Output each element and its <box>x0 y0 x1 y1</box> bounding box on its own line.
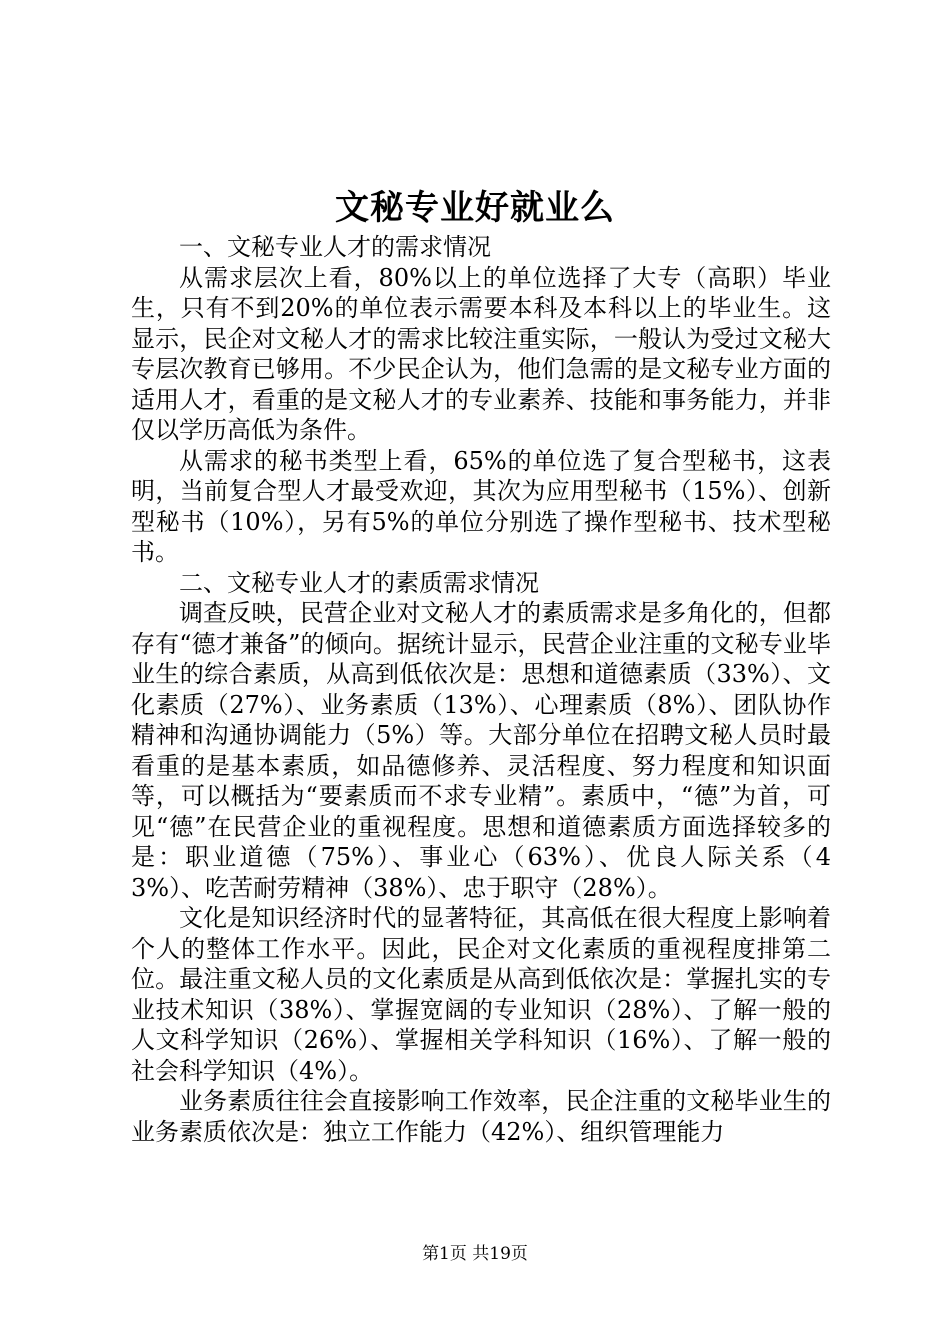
page-footer: 第1页 共19页 <box>422 1244 528 1264</box>
section-heading-2: 二、文秘专业人才的素质需求情况 <box>179 568 539 597</box>
paragraph: 业务素质往往会直接影响工作效率，民企注重的文秘毕业生的业务素质依次是：独立工作能力（42%）、组织管理能力 <box>131 1087 831 1146</box>
paragraph: 从需求的秘书类型上看，65%的单位选了复合型秘书，这表明，当前复合型人才最受欢迎，其次为应用型秘书（15%）、创新型秘书（10%），另有5%的单位分别选了操作型秘书、技术型秘书。 <box>131 446 831 566</box>
section-heading-1: 一、文秘专业人才的需求情况 <box>179 233 491 261</box>
document-body <box>131 232 831 1147</box>
document-title: 文秘专业好就业么 <box>335 188 615 228</box>
paragraph: 从需求层次上看，80%以上的单位选择了大专（高职）毕业生，只有不到20%的单位表示需要本科及本科以上的毕业生。这显示，民企对文秘人才的需求比较注重实际，一般认为受过文秘大专层次教育已够用。不少民企认为，他们急需的是文秘专业方面的适用人才，看重的是文秘人才的专业素养、技能和事务能力，并非仅以学历高低为条件。 <box>131 263 831 444</box>
paragraph: 调查反映，民营企业对文秘人才的素质需求是多角化的，但都存有“德才兼备”的倾向。据统计显示，民营企业注重的文秘专业毕业生的综合素质，从高到低依次是：思想和道德素质（33%）、文化素质（27%）、业务素质（13%）、心理素质（8%）、团队协作精神和沟通协调能力（5%）等。大部分单位在招聘文秘人员时最看重的是基本素质，如品德修养、灵活程度、努力程度和知识面等，可以概括为“要素质而不求专业精”。素质中，“德”为首，可见“德”在民营企业的重视程度。思想和道德素质方面选择较多的是：职业道德（75%）、事业心（63%）、优良人际关系（43%）、吃苦耐劳精神（38%）、忠于职守（28%）。 <box>131 599 831 902</box>
paragraph: 文化是知识经济时代的显著特征，其高低在很大程度上影响着个人的整体工作水平。因此，民企对文化素质的重视程度排第二位。最注重文秘人员的文化素质是从高到低依次是：掌握扎实的专业技术知识（38%）、掌握宽阔的专业知识（28%）、了解一般的人文科学知识（26%）、掌握相关学科知识（16%）、了解一般的社会科学知识（4%）。 <box>131 904 831 1085</box>
